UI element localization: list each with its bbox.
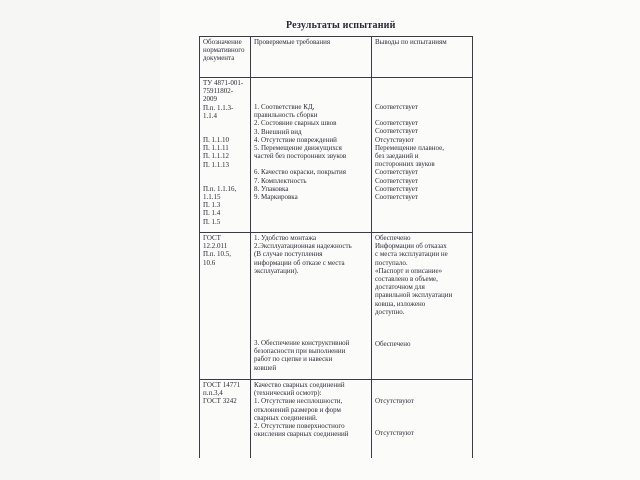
cell-text-line: П.п. 1.1.3- (203, 103, 234, 112)
table-header-row (200, 37, 473, 78)
page-title: Результаты испытаний (286, 20, 396, 31)
line-spacer (375, 324, 469, 332)
cell-text-line: Соответствует (375, 184, 418, 193)
cell-text-line: п.п.3,4 (203, 389, 223, 398)
cell-text-line: 6. Качество окраски, покрытия (254, 168, 347, 177)
cell-text-line: (технический осмотр): (254, 389, 322, 398)
line-spacer (375, 381, 469, 389)
cell-text-line: ТУ 4871-001- (203, 79, 244, 87)
cell-text-line: Выводы по испытаниям (375, 38, 447, 46)
line-spacer (254, 315, 368, 323)
cell-text-line: безопасности при выполнении (254, 347, 346, 356)
line-spacer (203, 120, 247, 128)
doc-cell (200, 380, 251, 459)
line-spacer (375, 79, 469, 87)
cell-text-line: 2. Состояние сварных швов (254, 119, 337, 128)
line-spacer (375, 413, 469, 421)
line-spacer (203, 128, 247, 136)
cell-text-line: 2009 (203, 95, 217, 104)
cell-text-line: эксплуатации). (254, 266, 299, 275)
cell-text-line: без заеданий и (375, 152, 419, 161)
cell-text-line: Отсутствуют (375, 397, 414, 405)
line-spacer (375, 389, 469, 397)
line-spacer (254, 160, 368, 168)
line-spacer (254, 291, 368, 299)
cell-text-line: «Паспорт и описание» (375, 266, 443, 275)
cell-text-line: 2.Эксплуатационная надежность (254, 242, 352, 251)
cell-text-line: ковшей (254, 363, 277, 372)
cell-text-line: правильной эксплуатации (375, 291, 453, 300)
requirements-cell (251, 78, 372, 233)
cell-text-line: 2. Отсутствие поверхностного (254, 422, 345, 431)
result-cell (372, 78, 473, 233)
cell-text-line: Соответствует (375, 168, 418, 177)
cell-text-line: ГОСТ (203, 234, 221, 242)
table-row (200, 380, 473, 459)
cell-text-line: Соответствует (375, 193, 418, 202)
cell-text-line: 1.1.4 (203, 111, 217, 120)
cell-text-line: составлено в объеме, (375, 275, 438, 284)
cell-text-line: П.п. 1.1.16, (203, 184, 237, 193)
cell-text-line: Соответствует (375, 103, 418, 111)
cell-text-line: (В случае поступления (254, 250, 323, 259)
cell-text-line: 8. Упаковка (254, 184, 289, 193)
header-cell-requirements (251, 37, 372, 78)
cell-text-line: Обозначение (203, 38, 242, 46)
cell-text-line: 7. Комплектность (254, 176, 307, 185)
cell-text-line: правильность сборки (254, 111, 318, 120)
cell-text-line: 1.1.15 (203, 193, 221, 202)
line-spacer (375, 405, 469, 413)
cell-text-line: П. 1.1.12 (203, 152, 230, 161)
requirements-cell (251, 380, 372, 459)
doc-cell (200, 233, 251, 380)
cell-text-line: частей без посторонних звуков (254, 152, 347, 161)
line-spacer (375, 332, 469, 340)
cell-text-line: 75911802- (203, 87, 234, 96)
cell-text-line: работ по сцепке и навески (254, 355, 333, 364)
cell-text-line: нормативного (203, 46, 245, 55)
cell-text-line: 5. Перемещение движущихся (254, 144, 342, 153)
line-spacer (254, 323, 368, 331)
cell-text-line: 1. Отсутствие несплошности, (254, 397, 343, 406)
cell-text-line: Отсутствуют (375, 429, 414, 438)
cell-text-line: доступно. (375, 307, 405, 316)
header-cell-document (200, 37, 251, 78)
table-row (200, 233, 473, 380)
line-spacer (254, 299, 368, 307)
cell-text-line: ГОСТ 14771 (203, 381, 241, 389)
cell-text-line: 9. Маркировка (254, 193, 298, 202)
cell-text-line: 12.2.011 (203, 242, 228, 251)
line-spacer (375, 421, 469, 429)
line-spacer (254, 87, 368, 95)
cell-text-line: посторонних звуков (375, 160, 435, 169)
cell-text-line: П. 1.1.10 (203, 136, 230, 145)
cell-text-line: П. 1.5 (203, 217, 221, 226)
line-spacer (254, 275, 368, 283)
cell-text-line: документа (203, 54, 235, 63)
cell-text-line: 10.6 (203, 258, 216, 267)
cell-text-line: 1. Соответствие КД, (254, 103, 315, 111)
cell-text-line: Соответствует (375, 127, 418, 136)
result-cell (372, 233, 473, 380)
cell-text-line: 3. Внешний вид (254, 127, 302, 136)
line-spacer (375, 87, 469, 95)
cell-text-line: Перемещение плавное, (375, 143, 444, 152)
line-spacer (254, 307, 368, 315)
cell-text-line: П. 1.4 (203, 209, 221, 218)
cell-text-line: П. 1.1.13 (203, 160, 230, 169)
doc-cell (200, 78, 251, 233)
cell-text-line: Обеспечено (375, 340, 411, 349)
line-spacer (254, 283, 368, 291)
line-spacer (254, 79, 368, 87)
cell-text-line: Качество сварных соединений (254, 381, 345, 389)
results-table (199, 36, 473, 458)
cell-text-line: Информации об отказах (375, 242, 447, 251)
table-row (200, 78, 473, 233)
cell-text-line: окисления сварных соединений (254, 430, 349, 439)
cell-text-line: 4. Отсутствие повреждений (254, 135, 337, 144)
cell-text-line: отклонений размеров и форм (254, 405, 341, 414)
line-spacer (375, 111, 469, 119)
header-cell-conclusions (372, 37, 473, 78)
line-spacer (254, 331, 368, 339)
cell-text-line: достаточном для (375, 283, 425, 292)
cell-text-line: Соответствует (375, 176, 418, 185)
requirements-cell (251, 233, 372, 380)
cell-text-line: сварных соединений. (254, 413, 318, 422)
line-spacer (203, 169, 247, 177)
cell-text-line: Обеспечено (375, 234, 411, 242)
cell-text-line: П. 1.1.11 (203, 144, 229, 153)
line-spacer (375, 95, 469, 103)
line-spacer (375, 316, 469, 324)
cell-text-line: П. 1.3 (203, 201, 221, 210)
cell-text-line: с места эксплуатации не (375, 250, 448, 259)
line-spacer (254, 95, 368, 103)
result-cell (372, 380, 473, 459)
cell-text-line: П.п. 10.5, (203, 250, 232, 259)
cell-text-line: поступало. (375, 258, 408, 267)
cell-text-line: 3. Обеспечение конструктивной (254, 339, 350, 348)
cell-text-line: информации об отказе с места (254, 258, 345, 267)
cell-text-line: Соответствует (375, 119, 418, 128)
line-spacer (203, 177, 247, 185)
cell-text-line: 1. Удобство монтажа (254, 234, 317, 242)
cell-text-line: ковша, изложено (375, 299, 426, 308)
cell-text-line: Проверяемые требования (254, 38, 331, 46)
cell-text-line: ГОСТ 3242 (203, 397, 237, 406)
cell-text-line: Отсутствуют (375, 135, 414, 144)
